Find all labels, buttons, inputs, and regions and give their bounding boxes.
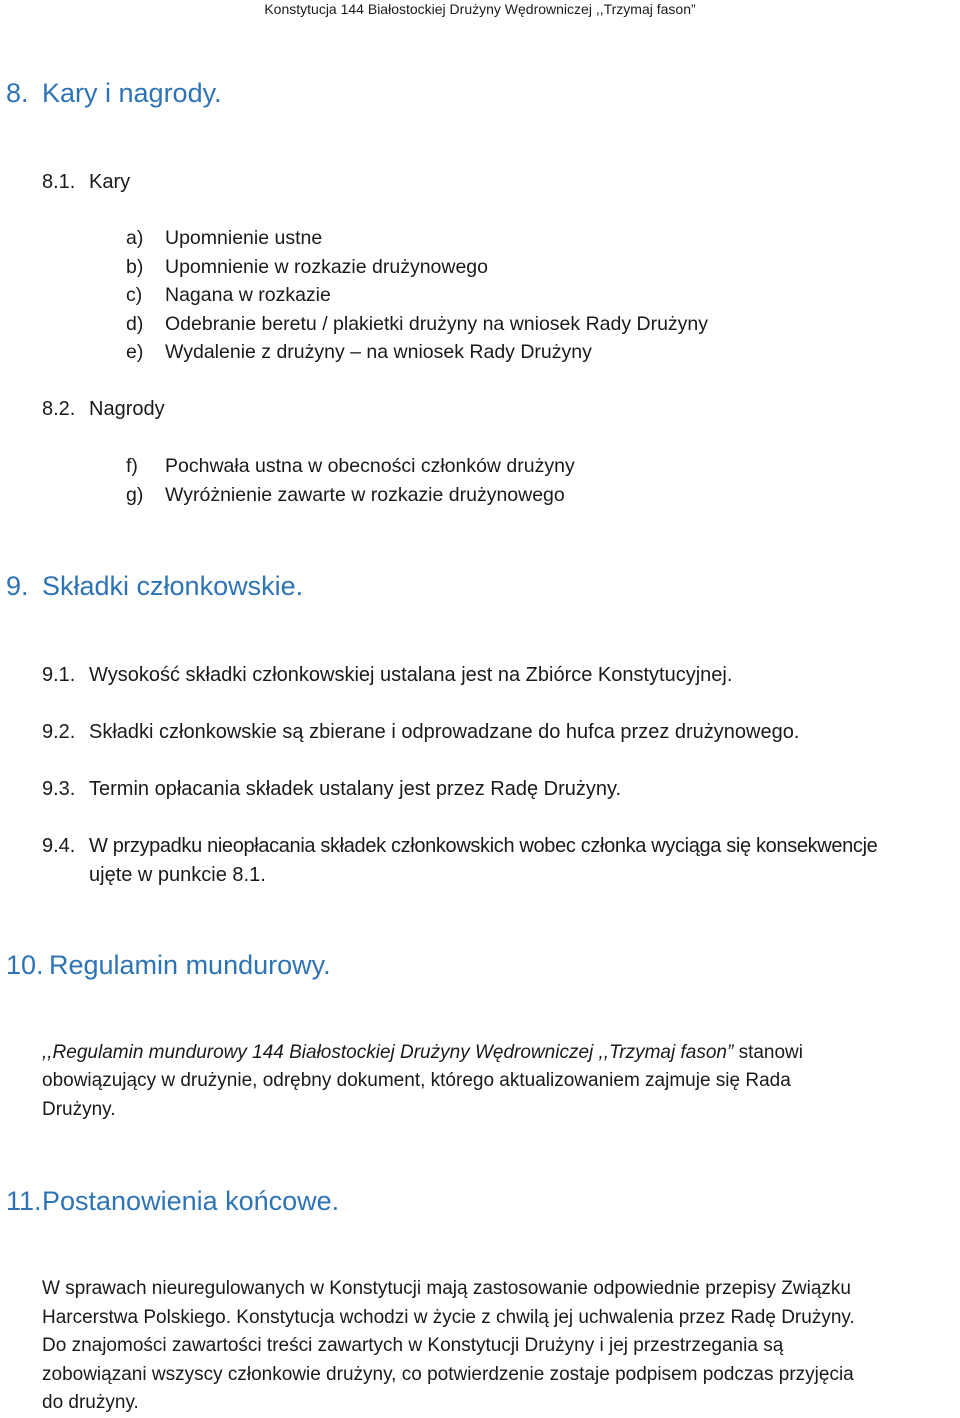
section-10-number: 10. <box>6 950 44 980</box>
section-10-paragraph-line2: obowiązujący w drużynie, odrębny dokument, którego aktualizowaniem zajmuje się Rada <box>42 1070 791 1091</box>
list-item: Nagana w rozkazie <box>165 284 331 306</box>
section-10-title: Regulamin mundurowy. <box>49 950 331 980</box>
paragraph-line: do drużyny. <box>42 1392 139 1413</box>
section-9-number: 9. <box>6 571 29 601</box>
item-9-2-number: 9.2. <box>42 721 76 743</box>
list-item: Pochwała ustna w obecności członków drużyny <box>165 455 575 477</box>
paragraph-text: stanowi <box>733 1042 803 1063</box>
item-9-1-text: Wysokość składki członkowskiej ustalana jest na Zbiórce Konstytucyjnej. <box>89 664 733 686</box>
list-item: Wyróżnienie zawarte w rozkazie drużynowego <box>165 484 565 506</box>
subsection-8-2-number: 8.2. <box>42 398 76 420</box>
paragraph-line: Do znajomości zawartości treści zawartych w Konstytucji Drużyny i jej przestrzegania są <box>42 1335 784 1356</box>
item-9-2-text: Składki członkowskie są zbierane i odprowadzane do hufca przez drużynowego. <box>89 721 800 743</box>
subsection-8-2-title: Nagrody <box>89 398 165 420</box>
item-9-4-text-line1: W przypadku nieopłacania składek członkowskich wobec członka wyciąga się konsekwencje <box>89 835 878 857</box>
list-item: Upomnienie w rozkazie drużynowego <box>165 256 488 278</box>
running-header: Konstytucja 144 Białostockiej Drużyny Wędrowniczej ,,Trzymaj fason” <box>264 1 696 17</box>
item-9-3-number: 9.3. <box>42 778 76 800</box>
list-item-marker: b) <box>126 256 144 278</box>
list-item-marker: f) <box>126 455 138 477</box>
list-item: Upomnienie ustne <box>165 227 323 249</box>
paragraph-line: zobowiązani wszyscy członkowie drużyny, co potwierdzenie zostaje podpisem podczas przyjęcia <box>42 1364 854 1385</box>
section-9-title: Składki członkowskie. <box>42 571 304 601</box>
section-10-paragraph-line3: Drużyny. <box>42 1099 116 1120</box>
section-8-title: Kary i nagrody. <box>42 78 222 108</box>
section-10-paragraph-line1 <box>42 1039 803 1068</box>
section-11-number: 11. <box>6 1186 42 1216</box>
subsection-8-1-title: Kary <box>89 171 131 193</box>
item-9-4-number: 9.4. <box>42 835 76 857</box>
paragraph-line: W sprawach nieuregulowanych w Konstytucji mają zastosowanie odpowiednie przepisy Związku <box>42 1278 851 1299</box>
list-item: Wydalenie z drużyny – na wniosek Rady Drużyny <box>165 341 592 363</box>
regulation-title-italic: ,,Regulamin mundurowy 144 Białostockiej Drużyny Wędrowniczej ,,Trzymaj fason” <box>42 1042 734 1063</box>
section-8-number: 8. <box>6 78 29 108</box>
list-item-marker: e) <box>126 341 144 363</box>
item-9-1-number: 9.1. <box>42 664 76 686</box>
item-9-3-text: Termin opłacania składek ustalany jest przez Radę Drużyny. <box>89 778 622 800</box>
paragraph-line: Harcerstwa Polskiego. Konstytucja wchodzi w życie z chwilą jej uchwalenia przez Radę Drużyny. <box>42 1307 855 1328</box>
item-9-4-text-line2: ujęte w punkcie 8.1. <box>89 864 266 886</box>
list-item-marker: c) <box>126 284 143 306</box>
list-item: Odebranie beretu / plakietki drużyny na wniosek Rady Drużyny <box>165 313 709 335</box>
list-item-marker: g) <box>126 484 144 506</box>
section-11-title: Postanowienia końcowe. <box>42 1186 340 1216</box>
list-item-marker: d) <box>126 313 144 335</box>
subsection-8-1-number: 8.1. <box>42 171 76 193</box>
list-item-marker: a) <box>126 227 144 249</box>
